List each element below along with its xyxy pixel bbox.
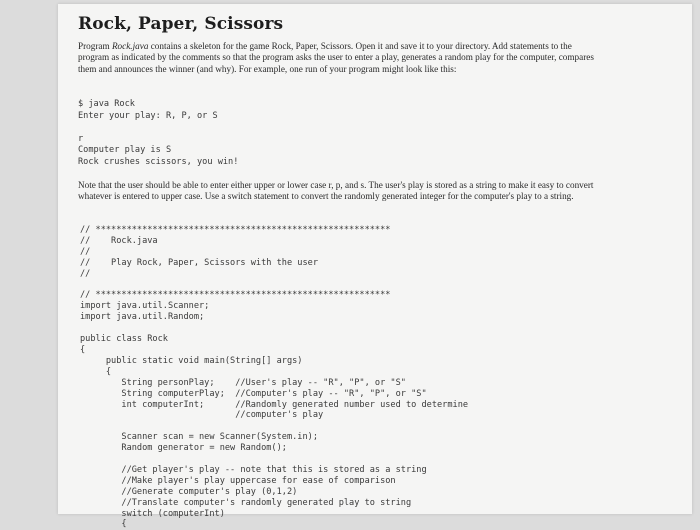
sample-run-output: $ java Rock Enter your play: R, P, or S r Computer play is S Rock crushes scissors, you win!	[78, 99, 239, 167]
intro-text-lead: Program	[78, 41, 112, 51]
intro-paragraph	[78, 41, 598, 75]
program-file-name: Rock.java	[111, 41, 149, 51]
code-listing: // ********************************************************* // Rock.java // // Play Rock, Paper, Scissors with the user // // ********************************************************* import java.util.Scanner; import java.util.Random; public class Rock { public static void main(String[] args) { String personPlay; //User's play -- "R", "P", or "S" String computerPlay; //Computer's play -- "R", "P", or "S" int computerInt; //Randomly generated number used to determine //computer's play Scanner scan = new Scanner(System.in); Random generator = new Random(); //Get player's play -- note that this is stored as a string //Make player's play uppercase for ease of comparison //Generate computer's play (0,1,2) //Translate computer's randomly generated play to string switch (computerInt) {	[80, 225, 469, 530]
document-page	[58, 4, 692, 530]
intro-text-body: contains a skeleton for the game Rock, Paper, Scissors. Open it and save it to your directory. Add statements to the program as indicated by the comments so that the program asks the user to enter a play, generates a random play for the computer, compares them and announces the winner (and why). For example, one run of your program might look like this:	[78, 41, 594, 74]
note-paragraph: Note that the user should be able to enter either upper or lower case r, p, and s. The user's play is stored as a string to make it easy to convert whatever is entered to upper case. Use a switch statement to convert the randomly generated integer for the computer's play to a string.	[78, 180, 594, 202]
document-title: Rock, Paper, Scissors	[78, 14, 284, 34]
